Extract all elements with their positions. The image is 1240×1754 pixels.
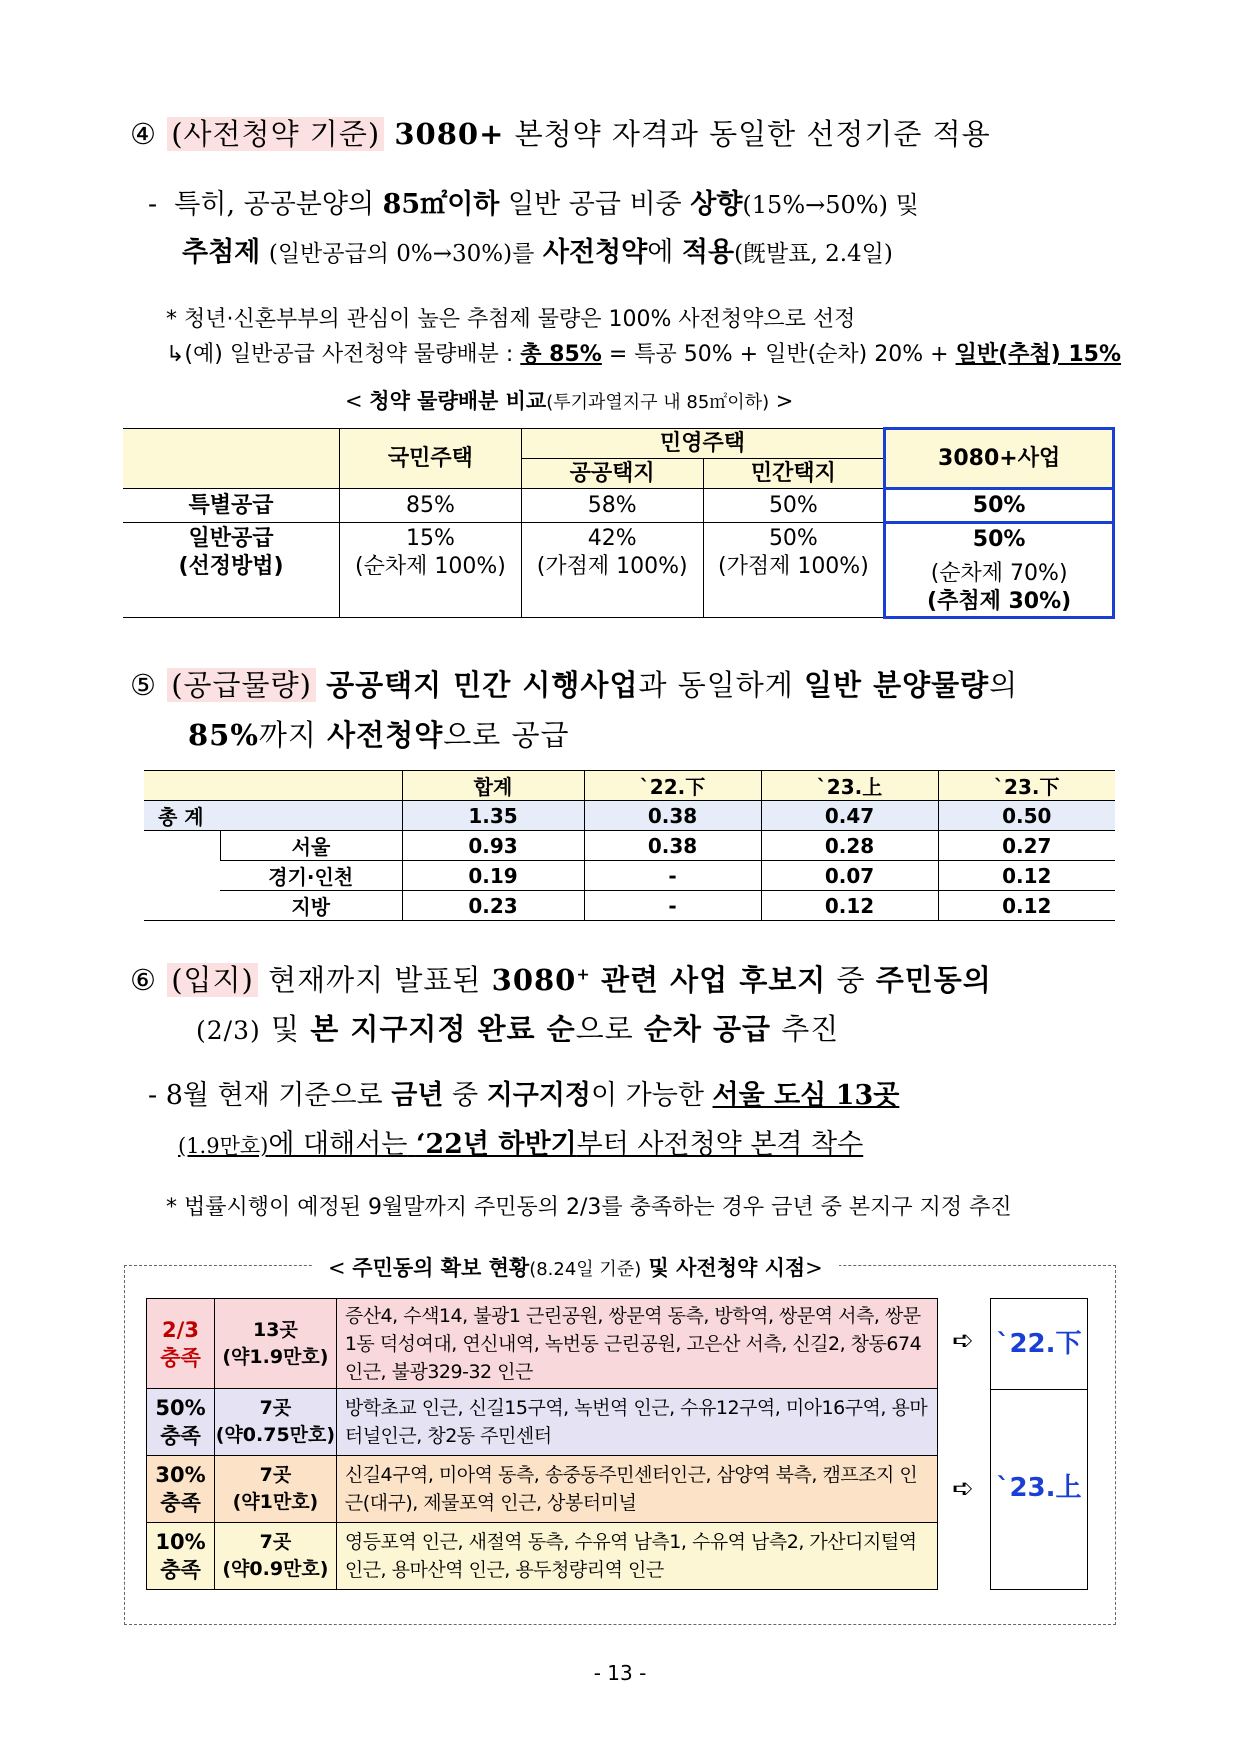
cell: 0.07: [761, 861, 938, 891]
text: 으로 공급: [443, 718, 570, 752]
locations-cell: 영등포역 인근, 새절역 동측, 수유역 남측1, 수유역 남측2, 가산디지털역 인근, 용마산역 인근, 용두청량리역 인근: [336, 1523, 937, 1590]
item4-bold: 3080+: [394, 117, 505, 151]
item4-note2: [166, 337, 1121, 368]
cell: 1.35: [402, 801, 584, 831]
text: (1.9만호): [178, 1134, 269, 1158]
cell: [340, 523, 522, 618]
text: 이 가능한: [591, 1080, 704, 1111]
text: ↳(예) 일반공급 사전청약 물량배분 :: [166, 342, 514, 367]
item4-text: 본청약 자격과 동일한 선정기준 적용: [514, 117, 991, 151]
dash: -: [148, 1080, 158, 1111]
text: 충족: [160, 1424, 201, 1448]
cell: [703, 523, 885, 618]
text: >: [805, 1256, 823, 1280]
locations-cell: 증산4, 수색14, 불광1 근린공원, 쌍문역 동측, 방학역, 쌍문역 서측, 쌍문1동 덕성여대, 연신내역, 녹번동 근린공원, 고은산 서측, 신길2, 창동674 인근, 불광329-32 인근: [336, 1299, 937, 1389]
schedule-22h2: `22.下: [990, 1298, 1088, 1390]
text-bold: 및: [641, 1256, 677, 1280]
text-bold: 청약 물량배분 비교: [369, 389, 547, 413]
text: 8월 현재 기준으로: [165, 1080, 383, 1111]
text-bold: ‘22년 하반기: [415, 1129, 577, 1160]
text: 충족: [160, 1491, 201, 1515]
row-special-supply-label: 특별공급: [123, 489, 340, 523]
cell: 0.93: [402, 831, 584, 861]
text: (순차제 100%): [355, 554, 506, 579]
cell: 0.12: [938, 861, 1115, 891]
text-bold: 85㎡이하: [382, 189, 500, 220]
text-bold: 서울 도심 13곳: [712, 1080, 900, 1111]
text: 에: [647, 237, 674, 268]
text-bold: 공공택지 민간 시행사업: [326, 668, 639, 702]
text-bold: 3080: [491, 963, 577, 997]
item5-line2: [188, 713, 570, 754]
cell: 0.27: [938, 831, 1115, 861]
header-national-housing: 국민주택: [340, 429, 522, 489]
text-bold: 85%: [188, 718, 259, 752]
arrow-right-icon: ➪: [952, 1326, 974, 1356]
text-bold: 관련 사업 후보지: [600, 963, 827, 997]
item6-line3: [148, 1073, 899, 1112]
text: 중: [452, 1080, 479, 1111]
header-empty: [144, 771, 402, 801]
cell: [521, 523, 703, 618]
text-bold: 사전청약: [542, 237, 648, 268]
text-bold: 추첨제: [182, 237, 261, 268]
header-total: 합계: [402, 771, 584, 801]
text: 7곳: [259, 1531, 292, 1553]
allocation-comparison-table: [123, 427, 1115, 619]
cell: 0.19: [402, 861, 584, 891]
text-bold: 금년: [391, 1080, 444, 1111]
item6-note: * 법률시행이 예정된 9월말까지 주민동의 2/3를 충족하는 경우 금년 중 본지구 지정 추진: [166, 1195, 1012, 1220]
text: (약0.9만호): [222, 1558, 329, 1580]
text: 충족: [160, 1558, 201, 1582]
row-general-supply-label: [123, 523, 340, 618]
cell: 0.12: [938, 891, 1115, 921]
text-bold: 순차 공급: [643, 1012, 772, 1046]
header-23h2: `23.下: [938, 771, 1115, 801]
supply-volume-table: [144, 770, 1115, 921]
cell: 85%: [340, 489, 522, 523]
cell: 50%: [703, 489, 885, 523]
header-23h1: `23.上: [761, 771, 938, 801]
text: 부터 사전청약 본격 착수: [576, 1129, 864, 1160]
cell: 0.23: [402, 891, 584, 921]
cell: 0.47: [761, 801, 938, 831]
table3-caption: [312, 1252, 839, 1282]
text: (2/3): [196, 1016, 261, 1045]
indent-cell: [144, 831, 220, 921]
text: 50%: [768, 526, 818, 551]
status-cell: [147, 1299, 215, 1389]
count-cell: [214, 1523, 336, 1590]
count-cell: [214, 1456, 336, 1523]
item5-tag: (공급물량): [167, 668, 316, 702]
text: 15%: [405, 526, 455, 551]
item4-line1: [148, 182, 919, 221]
header-3080-project: 3080+사업: [885, 429, 1114, 489]
cell: 0.28: [761, 831, 938, 861]
text: 30%: [155, 1463, 206, 1487]
text: 50%: [972, 527, 1026, 552]
item4-heading: [130, 112, 991, 153]
text: 및: [270, 1012, 300, 1046]
header-private-land: 민간택지: [703, 459, 885, 489]
item4-number: ④: [130, 117, 157, 151]
text-bold: 상향: [690, 189, 743, 220]
text: 의: [989, 668, 1019, 702]
total-label: 총 계: [144, 801, 402, 831]
text: (旣발표, 2.4일): [734, 241, 893, 267]
item5-heading: [130, 663, 1018, 704]
text-bold: 주민동의: [875, 963, 992, 997]
item6-line4: [178, 1122, 863, 1161]
text: (추첨제 30%): [927, 589, 1072, 614]
text-bold: 사전청약 시점: [676, 1256, 806, 1280]
schedule-23h1: `23.上: [990, 1388, 1088, 1590]
region-local: 지방: [220, 891, 402, 921]
text: 10%: [155, 1530, 206, 1554]
text: (약0.75만호): [215, 1424, 336, 1446]
text: 과 동일하게: [638, 668, 794, 702]
text: 2/3: [162, 1317, 199, 1342]
cell: 58%: [521, 489, 703, 523]
text: 일반 공급 비중: [507, 189, 682, 220]
page-number: - 13 -: [593, 1661, 647, 1685]
cell: 0.38: [584, 801, 761, 831]
item4-line2: [182, 230, 893, 269]
text: 13곳: [253, 1318, 298, 1341]
text: 7곳: [259, 1464, 292, 1486]
text-bold: 일반(추첨) 15%: [955, 342, 1122, 367]
text: (투기과열지구 내 85㎡이하): [546, 392, 770, 413]
text: (가점제 100%): [536, 554, 688, 579]
text: <: [328, 1256, 353, 1280]
item6-line2: [196, 1007, 839, 1048]
text: 에 대해서는: [268, 1129, 408, 1160]
text: (약1.9만호): [222, 1345, 329, 1368]
text: 중: [836, 963, 866, 997]
text-bold: 사전청약: [327, 718, 444, 752]
text: 충족: [160, 1345, 201, 1370]
text-bold: 적용: [681, 237, 735, 268]
locations-cell: 신길4구역, 미아역 동측, 송중동주민센터인근, 삼양역 북측, 캠프조지 인근(대구), 제물포역 인근, 상봉터미널: [336, 1456, 937, 1523]
text: 추진: [781, 1012, 840, 1046]
region-gyeonggi-incheon: 경기·인천: [220, 861, 402, 891]
cell: 50%: [885, 489, 1114, 523]
header-empty: [123, 429, 340, 489]
text: (약1만호): [232, 1491, 319, 1513]
superscript: +: [576, 964, 591, 984]
header-public-land: 공공택지: [521, 459, 703, 489]
cell: [885, 523, 1114, 618]
text: 현재까지 발표된: [268, 963, 482, 997]
item4-note1: * 청년·신혼부부의 관심이 높은 추첨제 물량은 100% 사전청약으로 선정: [166, 307, 856, 332]
count-cell: [214, 1389, 336, 1456]
text: 까지: [258, 718, 317, 752]
text-bold: 주민동의 확보 현황: [352, 1256, 530, 1280]
status-cell: [147, 1456, 215, 1523]
text-bold: 지구지정: [486, 1080, 592, 1111]
arrow-right-icon: ➪: [952, 1474, 974, 1504]
text-bold: 일반 분양물량: [803, 668, 990, 702]
text: <: [345, 389, 370, 413]
text: (순차제 70%): [930, 561, 1068, 586]
text: (8.24일 기준): [529, 1259, 642, 1280]
text: 일반공급: [188, 526, 274, 551]
locations-cell: 방학초교 인근, 신길15구역, 녹번역 인근, 수유12구역, 미아16구역, 용마터널인근, 창2동 주민센터: [336, 1389, 937, 1456]
text: (선정방법): [178, 554, 284, 579]
cell: -: [584, 861, 761, 891]
text: 특히, 공공분양의: [174, 189, 375, 220]
cell: 0.12: [761, 891, 938, 921]
text: = 특공 50% + 일반(순차) 20% +: [608, 342, 949, 367]
text: (15%→50%) 및: [742, 191, 919, 219]
text: 7곳: [259, 1397, 292, 1419]
cell: -: [584, 891, 761, 921]
item4-tag: (사전청약 기준): [167, 117, 384, 151]
item6-number: ⑥: [130, 963, 157, 997]
header-22h2: `22.下: [584, 771, 761, 801]
region-seoul: 서울: [220, 831, 402, 861]
text-bold: 본 지구지정 완료 순: [310, 1012, 576, 1046]
dash: -: [148, 189, 158, 220]
consent-status-table: [146, 1298, 938, 1590]
count-cell: [214, 1299, 336, 1389]
text-bold: 총 85%: [520, 342, 602, 367]
item5-number: ⑤: [130, 668, 157, 702]
table1-caption: [345, 385, 793, 415]
cell: 0.38: [584, 831, 761, 861]
text: (일반공급의 0%→30%)를: [268, 241, 535, 267]
status-cell: [147, 1523, 215, 1590]
text: 50%: [155, 1396, 206, 1420]
item6-tag: (입지): [167, 963, 258, 997]
text: 42%: [587, 526, 637, 551]
text: 으로: [575, 1012, 634, 1046]
header-private-housing: 민영주택: [521, 429, 884, 459]
item6-heading: [130, 958, 992, 999]
text: (가점제 100%): [717, 554, 869, 579]
text: >: [769, 389, 794, 413]
cell: 0.50: [938, 801, 1115, 831]
status-cell: [147, 1389, 215, 1456]
